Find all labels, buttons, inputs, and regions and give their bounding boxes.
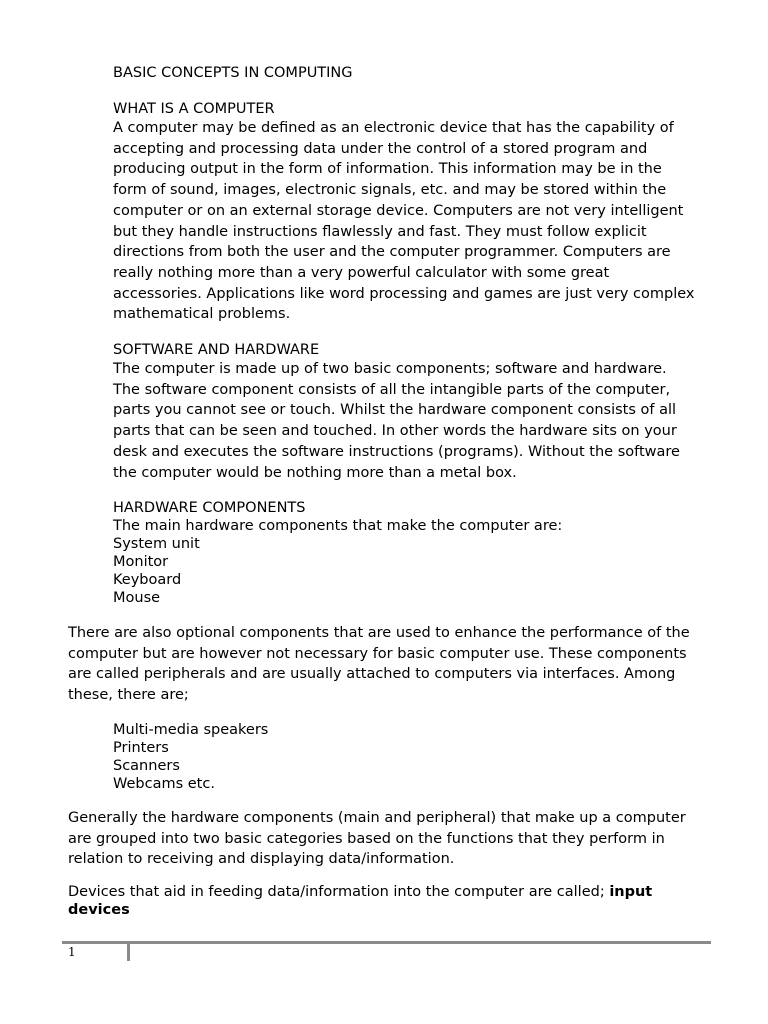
- section-what-is-a-computer: [113, 100, 728, 325]
- paragraph-line: mathematical problems.: [113, 306, 291, 323]
- section-software-and-hardware: [113, 341, 728, 483]
- paragraph-line: these, there are;: [68, 687, 189, 704]
- footer-divider: [127, 944, 130, 961]
- section-paragraph: [113, 359, 728, 483]
- paragraph-line: computer but are however not necessary for basic computer use. These components: [68, 645, 687, 662]
- paragraph-line: but they handle instructions flawlessly and fast. They must follow explicit: [113, 223, 647, 240]
- paragraph-line: The software component consists of all the intangible parts of the computer,: [113, 381, 671, 398]
- paragraph-line: The computer is made up of two basic components; software and hardware.: [113, 361, 667, 377]
- section-intro: The main hardware components that make the computer are:: [113, 518, 563, 534]
- paragraph-line: are grouped into two basic categories based on the functions that they perform in: [68, 830, 665, 847]
- paragraph-line: producing output in the form of information. This information may be in the: [113, 161, 662, 178]
- paragraph-line: really nothing more than a very powerful calculator with some great: [113, 264, 610, 281]
- list-item: Keyboard: [113, 572, 182, 588]
- input-devices-term-start: input: [609, 884, 653, 900]
- document-title: BASIC CONCEPTS IN COMPUTING: [113, 65, 353, 81]
- optional-components-paragraph: [68, 623, 728, 706]
- section-heading: SOFTWARE AND HARDWARE: [113, 342, 320, 358]
- paragraph-line: form of sound, images, electronic signals, etc. and may be stored within the: [113, 182, 667, 199]
- paragraph-line: computer or on an external storage device. Computers are not very intelligent: [113, 202, 684, 219]
- input-devices-text: Devices that aid in feeding data/information into the computer are called;: [68, 884, 610, 900]
- section-heading: WHAT IS A COMPUTER: [113, 101, 275, 117]
- paragraph-line: [68, 883, 728, 901]
- section-paragraph: [113, 118, 728, 325]
- paragraph-line: Generally the hardware components (main and peripheral) that make up a computer: [68, 810, 686, 826]
- list-item: Webcams etc.: [113, 776, 215, 792]
- input-devices-paragraph: [68, 883, 728, 919]
- list-item: Monitor: [113, 554, 169, 570]
- paragraph-line: parts that can be seen and touched. In other words the hardware sits on your: [113, 423, 677, 440]
- main-components-list: [113, 535, 728, 607]
- section-heading: HARDWARE COMPONENTS: [113, 500, 306, 516]
- paragraph-line: A computer may be defined as an electronic device that has the capability of: [113, 120, 674, 136]
- list-item: Scanners: [113, 758, 180, 774]
- list-item: System unit: [113, 536, 200, 552]
- paragraph-line: parts you cannot see or touch. Whilst the hardware component consists of all: [113, 402, 677, 419]
- paragraph-line: desk and executes the software instructions (programs). Without the software: [113, 443, 680, 460]
- paragraph-line: the computer would be nothing more than a metal box.: [113, 464, 517, 481]
- categories-paragraph: [68, 808, 728, 870]
- paragraph-line: are called peripherals and are usually attached to computers via interfaces. Among: [68, 666, 676, 683]
- paragraph-line: relation to receiving and displaying data/information.: [68, 851, 455, 868]
- list-item: Mouse: [113, 590, 161, 606]
- paragraph-line: directions from both the user and the computer programmer. Computers are: [113, 244, 671, 261]
- input-devices-term-end: devices: [68, 902, 130, 918]
- peripherals-list: [113, 721, 728, 793]
- section-hardware-components: [113, 499, 728, 607]
- paragraph-line: accepting and processing data under the control of a stored program and: [113, 140, 648, 157]
- footer-rule: [62, 941, 711, 944]
- list-item: Multi-media speakers: [113, 722, 269, 738]
- list-item: Printers: [113, 740, 169, 756]
- page-number: 1: [68, 945, 76, 959]
- paragraph-line: There are also optional components that are used to enhance the performance of the: [68, 625, 690, 641]
- paragraph-line: accessories. Applications like word processing and games are just very complex: [113, 285, 695, 302]
- section-peripherals: [113, 721, 728, 793]
